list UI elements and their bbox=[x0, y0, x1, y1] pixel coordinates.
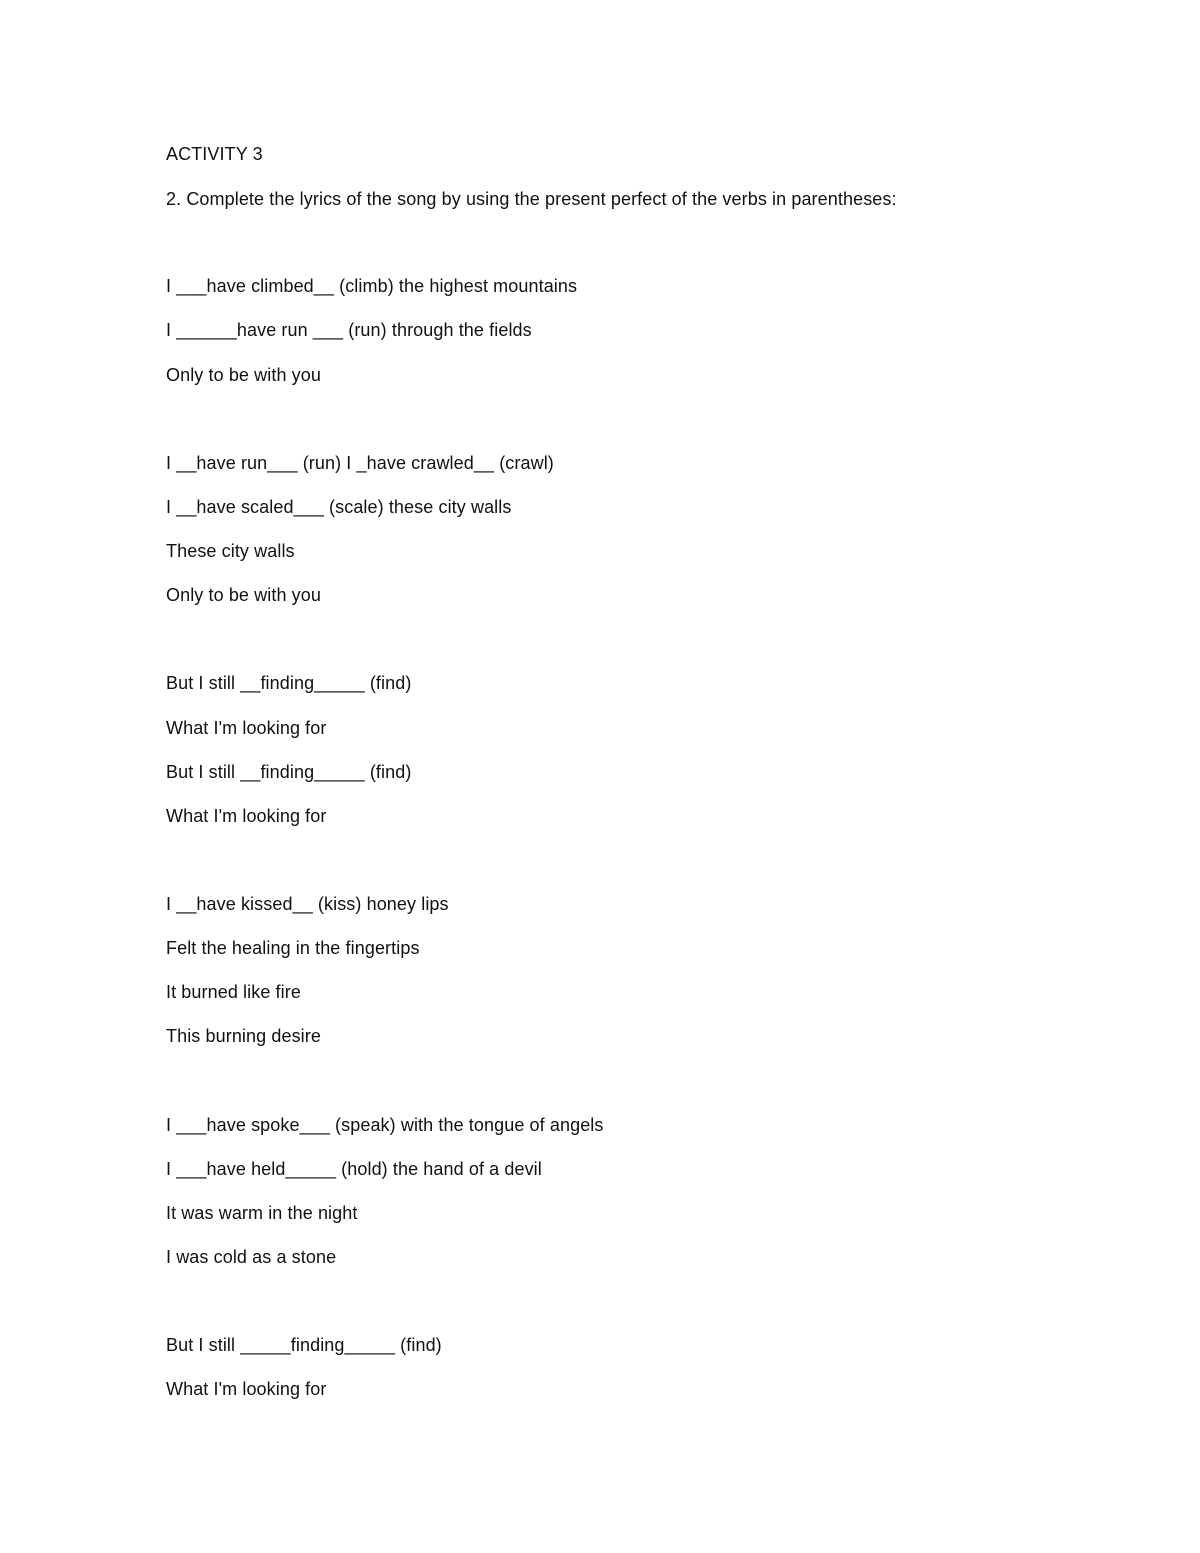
lyric-line: I __have run___ (run) I _have crawled__ (crawl) bbox=[166, 453, 554, 473]
lyric-line: It burned like fire bbox=[166, 982, 301, 1002]
lyric-line: Only to be with you bbox=[166, 365, 321, 385]
lyric-line: These city walls bbox=[166, 541, 295, 561]
lyric-line: This burning desire bbox=[166, 1026, 321, 1046]
instruction-text: 2. Complete the lyrics of the song by using the present perfect of the verbs in parentheses: bbox=[166, 189, 897, 209]
lyric-line: Felt the healing in the fingertips bbox=[166, 938, 420, 958]
lyric-line: But I still __finding_____ (find) bbox=[166, 673, 412, 693]
lyric-line: What I'm looking for bbox=[166, 806, 327, 826]
lyric-line: But I still __finding_____ (find) bbox=[166, 762, 412, 782]
lyric-line: I ___have held_____ (hold) the hand of a devil bbox=[166, 1159, 542, 1179]
lyric-line: What I'm looking for bbox=[166, 1379, 327, 1399]
activity-heading: ACTIVITY 3 bbox=[166, 144, 263, 164]
lyric-line: But I still _____finding_____ (find) bbox=[166, 1335, 442, 1355]
lyric-line: I ___have spoke___ (speak) with the tongue of angels bbox=[166, 1115, 604, 1135]
lyric-line: I was cold as a stone bbox=[166, 1247, 337, 1267]
lyric-line: I __have kissed__ (kiss) honey lips bbox=[166, 894, 449, 914]
lyric-line: It was warm in the night bbox=[166, 1203, 358, 1223]
lyric-line: Only to be with you bbox=[166, 585, 321, 605]
lyric-line: I ______have run ___ (run) through the fields bbox=[166, 320, 532, 340]
lyric-line: I ___have climbed__ (climb) the highest mountains bbox=[166, 276, 578, 296]
lyric-line: I __have scaled___ (scale) these city walls bbox=[166, 497, 512, 517]
lyric-line: What I'm looking for bbox=[166, 718, 327, 738]
